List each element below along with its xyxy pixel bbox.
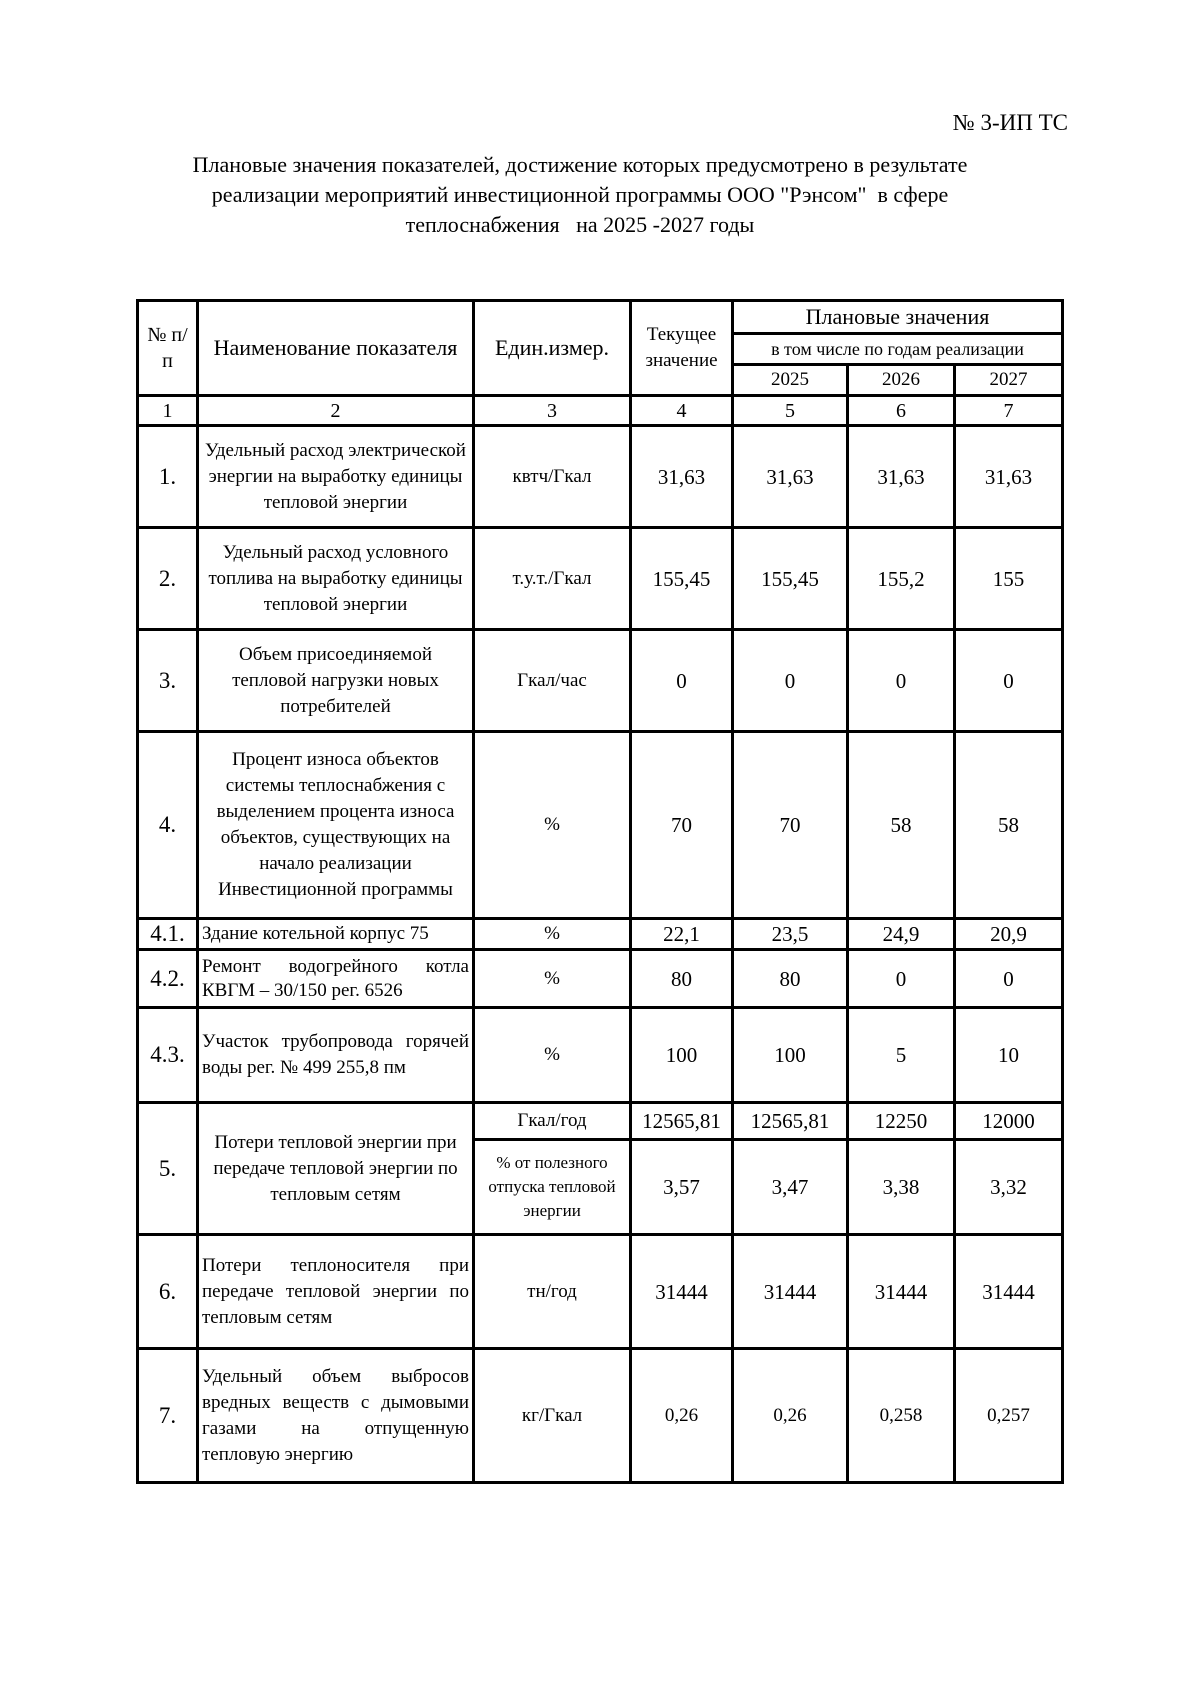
- indicator-name: Ремонт водогрейного котла КВГМ – 30/150 рег. 6526: [198, 950, 474, 1008]
- header-by-years: в том числе по годам реализации: [733, 334, 1063, 365]
- indicator-name: Процент износа объектов системы теплоснабжения с выделением процента износа объектов, существующих на начало реализации Инвестиционной программы: [198, 732, 474, 919]
- value-2027: 3,32: [955, 1140, 1063, 1235]
- unit-cell: Гкал/час: [474, 630, 631, 732]
- value-2027: 20,9: [955, 919, 1063, 950]
- current-value: 31,63: [631, 426, 733, 528]
- value-2026: 0: [848, 630, 955, 732]
- table-row: [138, 732, 1063, 919]
- value-2025: 0,26: [733, 1349, 848, 1483]
- table-row: [138, 1008, 1063, 1103]
- column-number: 3: [474, 396, 631, 426]
- row-number: 3.: [138, 630, 198, 732]
- column-number: 2: [198, 396, 474, 426]
- value-2026: 0,258: [848, 1349, 955, 1483]
- column-number: 5: [733, 396, 848, 426]
- title-line-1: Плановые значения показателей, достижение которых предусмотрено в результате: [192, 152, 968, 177]
- indicator-name: Удельный расход электрической энергии на выработку единицы тепловой энергии: [198, 426, 474, 528]
- header-name: Наименование показателя: [198, 301, 474, 396]
- table-row: [138, 630, 1063, 732]
- current-value: 100: [631, 1008, 733, 1103]
- table-row: [138, 528, 1063, 630]
- header-row: [138, 301, 1063, 334]
- indicator-name: Объем присоединяемой тепловой нагрузки новых потребителей: [198, 630, 474, 732]
- value-2027: 0: [955, 630, 1063, 732]
- current-value: 155,45: [631, 528, 733, 630]
- column-number: 1: [138, 396, 198, 426]
- value-2027: 12000: [955, 1103, 1063, 1140]
- column-number: 6: [848, 396, 955, 426]
- value-2025: 31444: [733, 1235, 848, 1349]
- value-2026: 155,2: [848, 528, 955, 630]
- header-current: Текущее значение: [631, 301, 733, 396]
- current-value: 22,1: [631, 919, 733, 950]
- header-year-2027: 2027: [955, 365, 1063, 396]
- indicator-name: Удельный расход условного топлива на выработку единицы тепловой энергии: [198, 528, 474, 630]
- header-num: № п/п: [138, 301, 198, 396]
- current-value: 0,26: [631, 1349, 733, 1483]
- column-number-row: [138, 396, 1063, 426]
- value-2025: 23,5: [733, 919, 848, 950]
- indicator-name: Потери теплоносителя при передаче тепловой энергии по тепловым сетям: [198, 1235, 474, 1349]
- value-2025: 0: [733, 630, 848, 732]
- current-value: 80: [631, 950, 733, 1008]
- current-value: 31444: [631, 1235, 733, 1349]
- current-value: 70: [631, 732, 733, 919]
- table-row: [138, 426, 1063, 528]
- unit-cell: кг/Гкал: [474, 1349, 631, 1483]
- row-number: 2.: [138, 528, 198, 630]
- value-2026: 31,63: [848, 426, 955, 528]
- value-2025: 12565,81: [733, 1103, 848, 1140]
- value-2027: 10: [955, 1008, 1063, 1103]
- value-2027: 31,63: [955, 426, 1063, 528]
- title-line-2: реализации мероприятий инвестиционной программы ООО "Рэнсом" в сфере: [211, 182, 949, 207]
- unit-cell: Гкал/год: [474, 1103, 631, 1140]
- value-2027: 0,257: [955, 1349, 1063, 1483]
- column-number: 7: [955, 396, 1063, 426]
- value-2025: 80: [733, 950, 848, 1008]
- value-2025: 31,63: [733, 426, 848, 528]
- row-number: 4.3.: [138, 1008, 198, 1103]
- unit-cell: %: [474, 950, 631, 1008]
- header-year-2025: 2025: [733, 365, 848, 396]
- row-number: 1.: [138, 426, 198, 528]
- indicator-name: Удельный объем выбросов вредных веществ с дымовыми газами на отпущенную тепловую энергию: [198, 1349, 474, 1483]
- unit-cell: т.у.т./Гкал: [474, 528, 631, 630]
- header-unit: Един.измер.: [474, 301, 631, 396]
- table-row: [138, 1235, 1063, 1349]
- document-title: [120, 150, 1040, 240]
- row-number: 4.: [138, 732, 198, 919]
- indicator-name: Потери тепловой энергии при передаче тепловой энергии по тепловым сетям: [198, 1103, 474, 1235]
- value-2026: 31444: [848, 1235, 955, 1349]
- row-number: 5.: [138, 1103, 198, 1235]
- value-2026: 0: [848, 950, 955, 1008]
- header-year-2026: 2026: [848, 365, 955, 396]
- document-number: № 3-ИП ТС: [952, 110, 1068, 135]
- value-2027: 0: [955, 950, 1063, 1008]
- row-number: 4.1.: [138, 919, 198, 950]
- value-2025: 3,47: [733, 1140, 848, 1235]
- unit-cell: % от полезного отпуска тепловой энергии: [474, 1140, 631, 1235]
- value-2026: 58: [848, 732, 955, 919]
- value-2026: 5: [848, 1008, 955, 1103]
- indicators-table: [136, 299, 1064, 1484]
- value-2027: 155: [955, 528, 1063, 630]
- unit-cell: тн/год: [474, 1235, 631, 1349]
- row-number: 7.: [138, 1349, 198, 1483]
- table-row: [138, 1349, 1063, 1483]
- table-row: [138, 919, 1063, 950]
- current-value: 0: [631, 630, 733, 732]
- value-2025: 155,45: [733, 528, 848, 630]
- row-number: 4.2.: [138, 950, 198, 1008]
- current-value: 3,57: [631, 1140, 733, 1235]
- table-row: [138, 950, 1063, 1008]
- header-planned: Плановые значения: [733, 301, 1063, 334]
- current-value: 12565,81: [631, 1103, 733, 1140]
- title-line-3: теплоснабжения на 2025 -2027 годы: [405, 212, 755, 237]
- indicator-name: Здание котельной корпус 75: [198, 919, 474, 950]
- value-2026: 3,38: [848, 1140, 955, 1235]
- column-number: 4: [631, 396, 733, 426]
- value-2027: 58: [955, 732, 1063, 919]
- unit-cell: %: [474, 1008, 631, 1103]
- value-2025: 100: [733, 1008, 848, 1103]
- table-row: [138, 1103, 1063, 1140]
- value-2026: 12250: [848, 1103, 955, 1140]
- indicator-name: Участок трубопровода горячей воды рег. № 499 255,8 пм: [198, 1008, 474, 1103]
- unit-cell: квтч/Гкал: [474, 426, 631, 528]
- value-2026: 24,9: [848, 919, 955, 950]
- row-number: 6.: [138, 1235, 198, 1349]
- value-2027: 31444: [955, 1235, 1063, 1349]
- value-2025: 70: [733, 732, 848, 919]
- unit-cell: %: [474, 732, 631, 919]
- unit-cell: %: [474, 919, 631, 950]
